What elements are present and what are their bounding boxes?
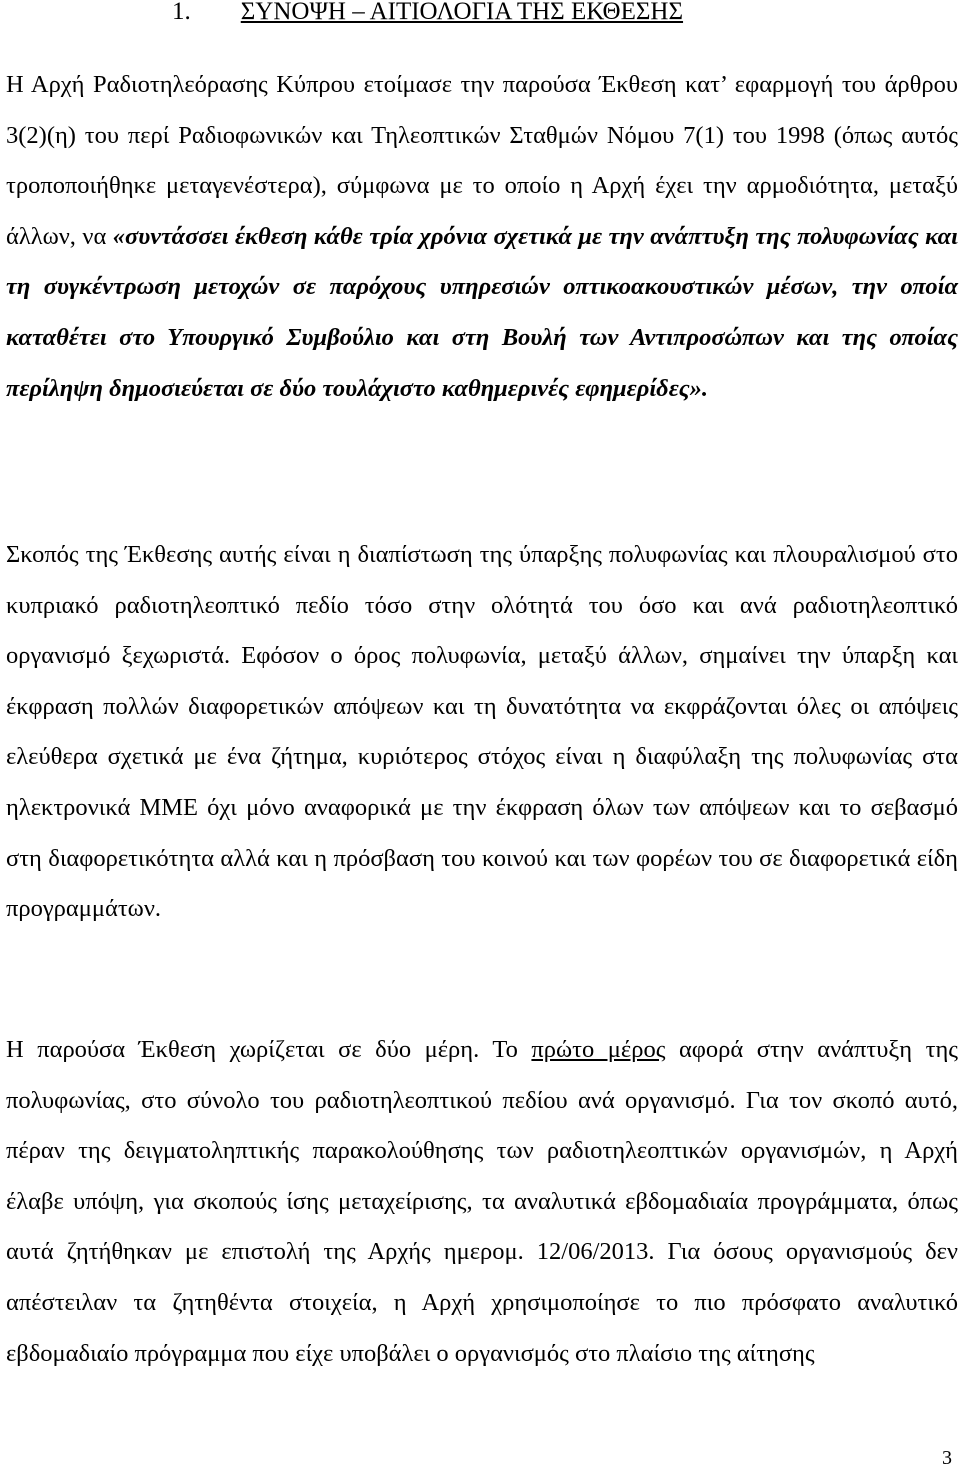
paragraph-legal-basis-text: Η Αρχή Ραδιοτηλεόρασης Κύπρου ετοίμασε την παρούσα Έκθεση κατ’ εφαρμογή του άρθρου 3(2)(η) του περί Ραδιοφωνικών και Τηλεοπτικών Σταθμών Νόμου 7(1) του 1998 (όπως αυτός τροποποιήθηκε μεταγενέστερα), σύμφωνα με το οποίο η Αρχή έχει την αρμοδιότητα, μεταξύ άλλων, να xyxy=(6,71,958,250)
paragraph-legal-basis xyxy=(6,60,958,414)
paragraph-structure-text-end: αφορά στην ανάπτυξη της πολυφωνίας, στο σύνολο του ραδιοτηλεοπτικού πεδίου ανά οργανισμό. Για τον σκοπό αυτό, πέραν της δειγματοληπτικής παρακολούθησης των ραδιοτηλεοπτικών οργανισμών, η Αρχή έλαβε υπόψη, για σκοπούς ίσης μεταχείρισης, τα αναλυτικά εβδομαδιαία προγράμματα, όπως αυτά ζητήθηκαν με επιστολή της Αρχής ημερομ. 12/06/2013. Για όσους οργανισμούς δεν απέστειλαν τα ζητηθέντα στοιχεία, η Αρχή χρησιμοποίησε το πιο πρόσφατο αναλυτικό εβδομαδιαίο πρόγραμμα που είχε υποβάλει ο οργανισμός στο πλαίσιο της αίτησης xyxy=(6,1036,959,1367)
first-part-underlined: πρώτο μέρος xyxy=(531,1036,666,1063)
legal-quote: «συντάσσει έκθεση κάθε τρία χρόνια σχετικά με την ανάπτυξη της πολυφωνίας και τη συγκέντρωση μετοχών σε παρόχους υπηρεσιών οπτικοακουστικών μέσων, την οποία καταθέτει στο Υπουργικό Συμβούλιο και στη Βουλή των Αντιπροσώπων και της οποίας περίληψη δημοσιεύεται σε δύο τουλάχιστο καθημερινές εφημερίδες». xyxy=(6,222,958,402)
paragraph-structure xyxy=(6,1025,958,1379)
paragraph-structure-text-start: Η παρούσα Έκθεση χωρίζεται σε δύο μέρη. Το xyxy=(6,1036,532,1063)
section-title: ΣΥΝΟΨΗ – ΑΙΤΙΟΛΟΓΙΑ ΤΗΣ ΕΚΘΕΣΗΣ xyxy=(240,0,684,25)
section-number: 1. xyxy=(172,0,191,25)
page-number: 3 xyxy=(942,1447,952,1469)
paragraph-purpose: Σκοπός της Έκθεσης αυτής είναι η διαπίστωση της ύπαρξης πολυφωνίας και πλουραλισμού στο κυπριακό ραδιοτηλεοπτικό πεδίο τόσο στην ολότητά του όσο και ανά ραδιοτηλεοπτικό οργανισμό ξεχωριστά. Εφόσον ο όρος πολυφωνία, μεταξύ άλλων, σημαίνει την ύπαρξη και έκφραση πολλών διαφορετικών απόψεων και τη δυνατότητα να εκφράζονται όλες οι απόψεις ελεύθερα σχετικά με ένα ζήτημα, κυριότερος στόχος είναι η διαφύλαξη της πολυφωνίας στα ηλεκτρονικά ΜΜΕ όχι μόνο αναφορικά με την έκφραση όλων των απόψεων και το σεβασμό στη διαφορετικότητα αλλά και η πρόσβαση του κοινού και των φορέων του σε διαφορετικά είδη προγραμμάτων. xyxy=(6,541,958,923)
section-heading xyxy=(172,0,683,28)
